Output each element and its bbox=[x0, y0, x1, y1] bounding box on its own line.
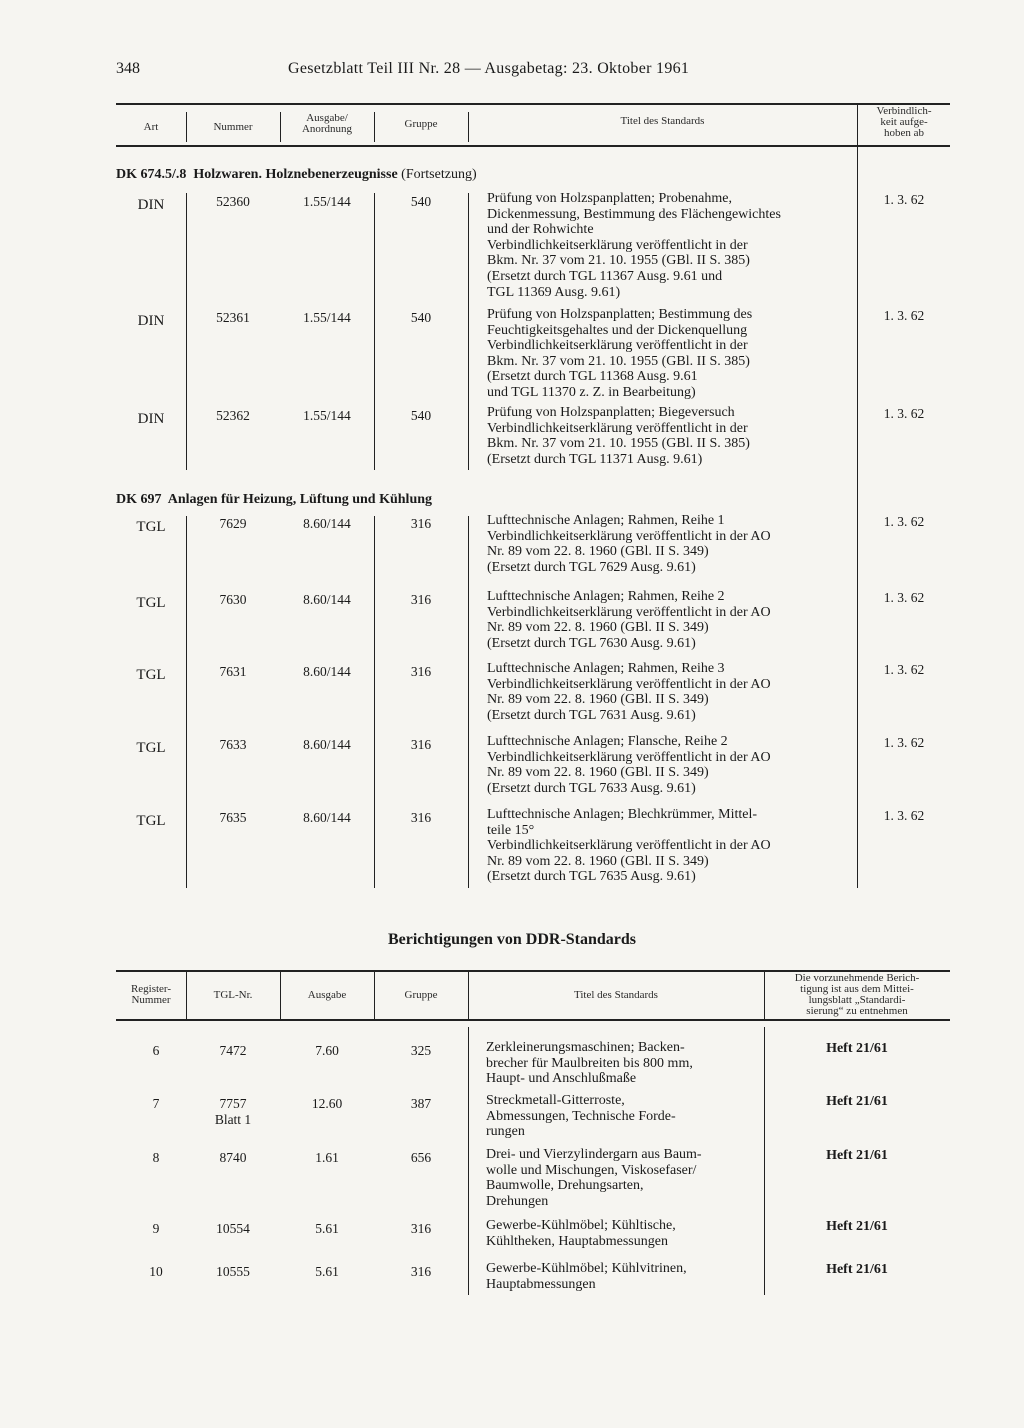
row-ausgabe: 8.60/144 bbox=[303, 737, 351, 752]
row-heft: Heft 21/61 bbox=[826, 1219, 888, 1234]
row-verbindlich: 1. 3. 62 bbox=[883, 514, 925, 529]
col-header-heft: Die vorzunehmende Berich- tigung ist aus dem Mittei- lungsblatt „Standardi- sierung“ zu entnehmen bbox=[794, 972, 920, 1017]
section-title: Anlagen für Heizung, Lüftung und Kühlung bbox=[167, 492, 433, 507]
col-header-gruppe: Gruppe bbox=[404, 118, 438, 130]
col-sep bbox=[186, 516, 187, 888]
row-tgl: 7757 Blatt 1 bbox=[214, 1096, 252, 1127]
row-ausgabe: 1.61 bbox=[315, 1150, 339, 1165]
col-header-titel: Titel des Standards bbox=[620, 115, 705, 127]
col-header-nummer: Nummer bbox=[213, 121, 253, 133]
row-nummer: 7630 bbox=[219, 592, 247, 607]
row-verbindlich: 1. 3. 62 bbox=[883, 808, 925, 823]
row-gruppe: 316 bbox=[410, 592, 432, 607]
row-nummer: 52361 bbox=[216, 310, 250, 325]
row-gruppe: 540 bbox=[410, 194, 432, 209]
row-nummer: 7633 bbox=[219, 737, 247, 752]
section-note: (Fortsetzung) bbox=[401, 167, 477, 182]
row-ausgabe: 1.55/144 bbox=[303, 408, 351, 423]
col-header-art: Art bbox=[143, 121, 159, 133]
row-tgl: 7472 bbox=[219, 1043, 247, 1058]
row-titel: Streckmetall-Gitterroste, Abmessungen, Technische Forde- rungen bbox=[486, 1093, 676, 1140]
row-heft: Heft 21/61 bbox=[826, 1094, 888, 1109]
row-register: 7 bbox=[152, 1096, 160, 1111]
row-titel: Lufttechnische Anlagen; Rahmen, Reihe 2 Verbindlichkeitserklärung veröffentlicht in der AO Nr. 89 vom 22. 8. 1960 (GBl. II S. 349) (Ersetzt durch TGL 7630 Ausg. 9.61) bbox=[487, 589, 771, 651]
row-gruppe: 325 bbox=[410, 1043, 432, 1058]
row-titel: Gewerbe-Kühlmöbel; Kühltische, Kühltheken, Hauptabmessungen bbox=[486, 1218, 676, 1249]
row-gruppe: 316 bbox=[410, 737, 432, 752]
row-ausgabe: 1.55/144 bbox=[303, 310, 351, 325]
row-titel: Prüfung von Holzspanplatten; Probenahme, Dickenmessung, Bestimmung des Flächengewichtes und der Rohwichte Verbindlichkeitserklärung veröffentlicht in der Bkm. Nr. 37 vom 21. 10. 1955 (GBl. II S. 385) (Ersetzt durch TGL 11367 Ausg. 9.61 und TGL 11369 Ausg. 9.61) bbox=[487, 191, 781, 300]
row-titel: Gewerbe-Kühlmöbel; Kühlvitrinen, Hauptabmessungen bbox=[486, 1261, 687, 1292]
row-ausgabe: 8.60/144 bbox=[303, 810, 351, 825]
row-ausgabe: 5.61 bbox=[315, 1221, 339, 1236]
col-sep bbox=[468, 193, 469, 470]
row-tgl: 10554 bbox=[216, 1221, 250, 1236]
page-number: 348 bbox=[116, 60, 140, 77]
row-art: TGL bbox=[136, 740, 166, 756]
row-gruppe: 316 bbox=[410, 516, 432, 531]
col-sep bbox=[186, 193, 187, 470]
row-gruppe: 540 bbox=[410, 310, 432, 325]
col-sep bbox=[468, 516, 469, 888]
section-title: Holzwaren. Holznebenerzeugnisse bbox=[193, 167, 398, 182]
row-verbindlich: 1. 3. 62 bbox=[883, 308, 925, 323]
row-art: TGL bbox=[136, 595, 166, 611]
section-heading-anlagen bbox=[116, 492, 432, 508]
row-ausgabe: 7.60 bbox=[315, 1043, 339, 1058]
row-ausgabe: 8.60/144 bbox=[303, 592, 351, 607]
row-register: 10 bbox=[149, 1264, 163, 1279]
row-gruppe: 387 bbox=[410, 1096, 432, 1111]
row-ausgabe: 8.60/144 bbox=[303, 664, 351, 679]
col-sep bbox=[374, 516, 375, 888]
row-gruppe: 656 bbox=[410, 1150, 432, 1165]
row-titel: Drei- und Vierzylindergarn aus Baum- wolle und Mischungen, Viskosefaser/ Baumwolle, Drehungsarten, Drehungen bbox=[486, 1147, 702, 1209]
row-verbindlich: 1. 3. 62 bbox=[883, 735, 925, 750]
row-titel: Zerkleinerungsmaschinen; Backen- brecher für Maulbreiten bis 800 mm, Haupt- und Anschlußmaße bbox=[486, 1040, 693, 1087]
col-header-gruppe: Gruppe bbox=[404, 989, 438, 1001]
row-nummer: 52362 bbox=[216, 408, 250, 423]
row-ausgabe: 5.61 bbox=[315, 1264, 339, 1279]
col-header-tgl: TGL-Nr. bbox=[213, 989, 253, 1001]
row-heft: Heft 21/61 bbox=[826, 1148, 888, 1163]
row-ausgabe: 1.55/144 bbox=[303, 194, 351, 209]
row-heft: Heft 21/61 bbox=[826, 1262, 888, 1277]
col-header-ausgabe: Ausgabe/ Anordnung bbox=[301, 112, 353, 135]
row-nummer: 52360 bbox=[216, 194, 250, 209]
table-header-rule bbox=[116, 145, 950, 147]
row-art: TGL bbox=[136, 667, 166, 683]
row-register: 8 bbox=[152, 1150, 160, 1165]
row-ausgabe: 8.60/144 bbox=[303, 516, 351, 531]
row-register: 6 bbox=[152, 1043, 160, 1058]
row-titel: Prüfung von Holzspanplatten; Bestimmung des Feuchtigkeitsgehaltes und der Dickenquellung Verbindlichkeitserklärung veröffentlicht in der Bkm. Nr. 37 vom 21. 10. 1955 (GBl. II S. 385) (Ersetzt durch TGL 11368 Ausg. 9.61 und TGL 11370 z. Z. in Bearbeitung) bbox=[487, 307, 753, 400]
row-titel: Lufttechnische Anlagen; Flansche, Reihe 2 Verbindlichkeitserklärung veröffentlicht in der AO Nr. 89 vom 22. 8. 1960 (GBl. II S. 349) (Ersetzt durch TGL 7633 Ausg. 9.61) bbox=[487, 734, 771, 796]
row-art: DIN bbox=[137, 411, 165, 427]
col-sep bbox=[374, 193, 375, 470]
section-code: DK 697 bbox=[116, 492, 162, 507]
row-art: TGL bbox=[136, 813, 166, 829]
col-sep bbox=[857, 103, 858, 888]
row-verbindlich: 1. 3. 62 bbox=[883, 192, 925, 207]
row-verbindlich: 1. 3. 62 bbox=[883, 590, 925, 605]
row-gruppe: 540 bbox=[410, 408, 432, 423]
table-top-rule bbox=[116, 103, 950, 105]
row-verbindlich: 1. 3. 62 bbox=[883, 662, 925, 677]
row-art: TGL bbox=[136, 519, 166, 535]
section-heading-holzwaren bbox=[116, 167, 477, 183]
row-art: DIN bbox=[137, 197, 165, 213]
row-titel: Lufttechnische Anlagen; Blechkrümmer, Mittel- teile 15° Verbindlichkeitserklärung veröffentlicht in der AO Nr. 89 vom 22. 8. 1960 (GBl. II S. 349) (Ersetzt durch TGL 7635 Ausg. 9.61) bbox=[487, 807, 771, 885]
row-tgl: 8740 bbox=[219, 1150, 247, 1165]
col-sep bbox=[468, 1027, 469, 1295]
row-tgl: 10555 bbox=[216, 1264, 250, 1279]
row-titel: Lufttechnische Anlagen; Rahmen, Reihe 3 Verbindlichkeitserklärung veröffentlicht in der AO Nr. 89 vom 22. 8. 1960 (GBl. II S. 349) (Ersetzt durch TGL 7631 Ausg. 9.61) bbox=[487, 661, 771, 723]
row-titel: Lufttechnische Anlagen; Rahmen, Reihe 1 Verbindlichkeitserklärung veröffentlicht in der AO Nr. 89 vom 22. 8. 1960 (GBl. II S. 349) (Ersetzt durch TGL 7629 Ausg. 9.61) bbox=[487, 513, 771, 575]
row-nummer: 7629 bbox=[219, 516, 247, 531]
col-header-titel: Titel des Standards bbox=[574, 989, 658, 1001]
berichtigungen-heading: Berichtigungen von DDR-Standards bbox=[387, 931, 637, 948]
row-heft: Heft 21/61 bbox=[826, 1041, 888, 1056]
row-gruppe: 316 bbox=[410, 664, 432, 679]
row-register: 9 bbox=[152, 1221, 160, 1236]
page-header-title: Gesetzblatt Teil III Nr. 28 — Ausgabetag: 23. Oktober 1961 bbox=[288, 60, 690, 77]
row-verbindlich: 1. 3. 62 bbox=[883, 406, 925, 421]
col-header-verbindlich: Verbindlich- keit aufge- hoben ab bbox=[876, 105, 932, 139]
table-header-rule bbox=[116, 1019, 950, 1021]
row-gruppe: 316 bbox=[410, 1221, 432, 1236]
row-gruppe: 316 bbox=[410, 810, 432, 825]
row-art: DIN bbox=[137, 313, 165, 329]
row-titel: Prüfung von Holzspanplatten; Biegeversuch Verbindlichkeitserklärung veröffentlicht in der Bkm. Nr. 37 vom 21. 10. 1955 (GBl. II S. 385) (Ersetzt durch TGL 11371 Ausg. 9.61) bbox=[487, 405, 750, 467]
row-gruppe: 316 bbox=[410, 1264, 432, 1279]
col-header-ausgabe: Ausgabe bbox=[307, 989, 347, 1001]
col-header-register: Register- Nummer bbox=[130, 983, 172, 1006]
row-nummer: 7631 bbox=[219, 664, 247, 679]
section-code: DK 674.5/.8 bbox=[116, 167, 187, 182]
row-nummer: 7635 bbox=[219, 810, 247, 825]
row-ausgabe: 12.60 bbox=[311, 1096, 343, 1111]
